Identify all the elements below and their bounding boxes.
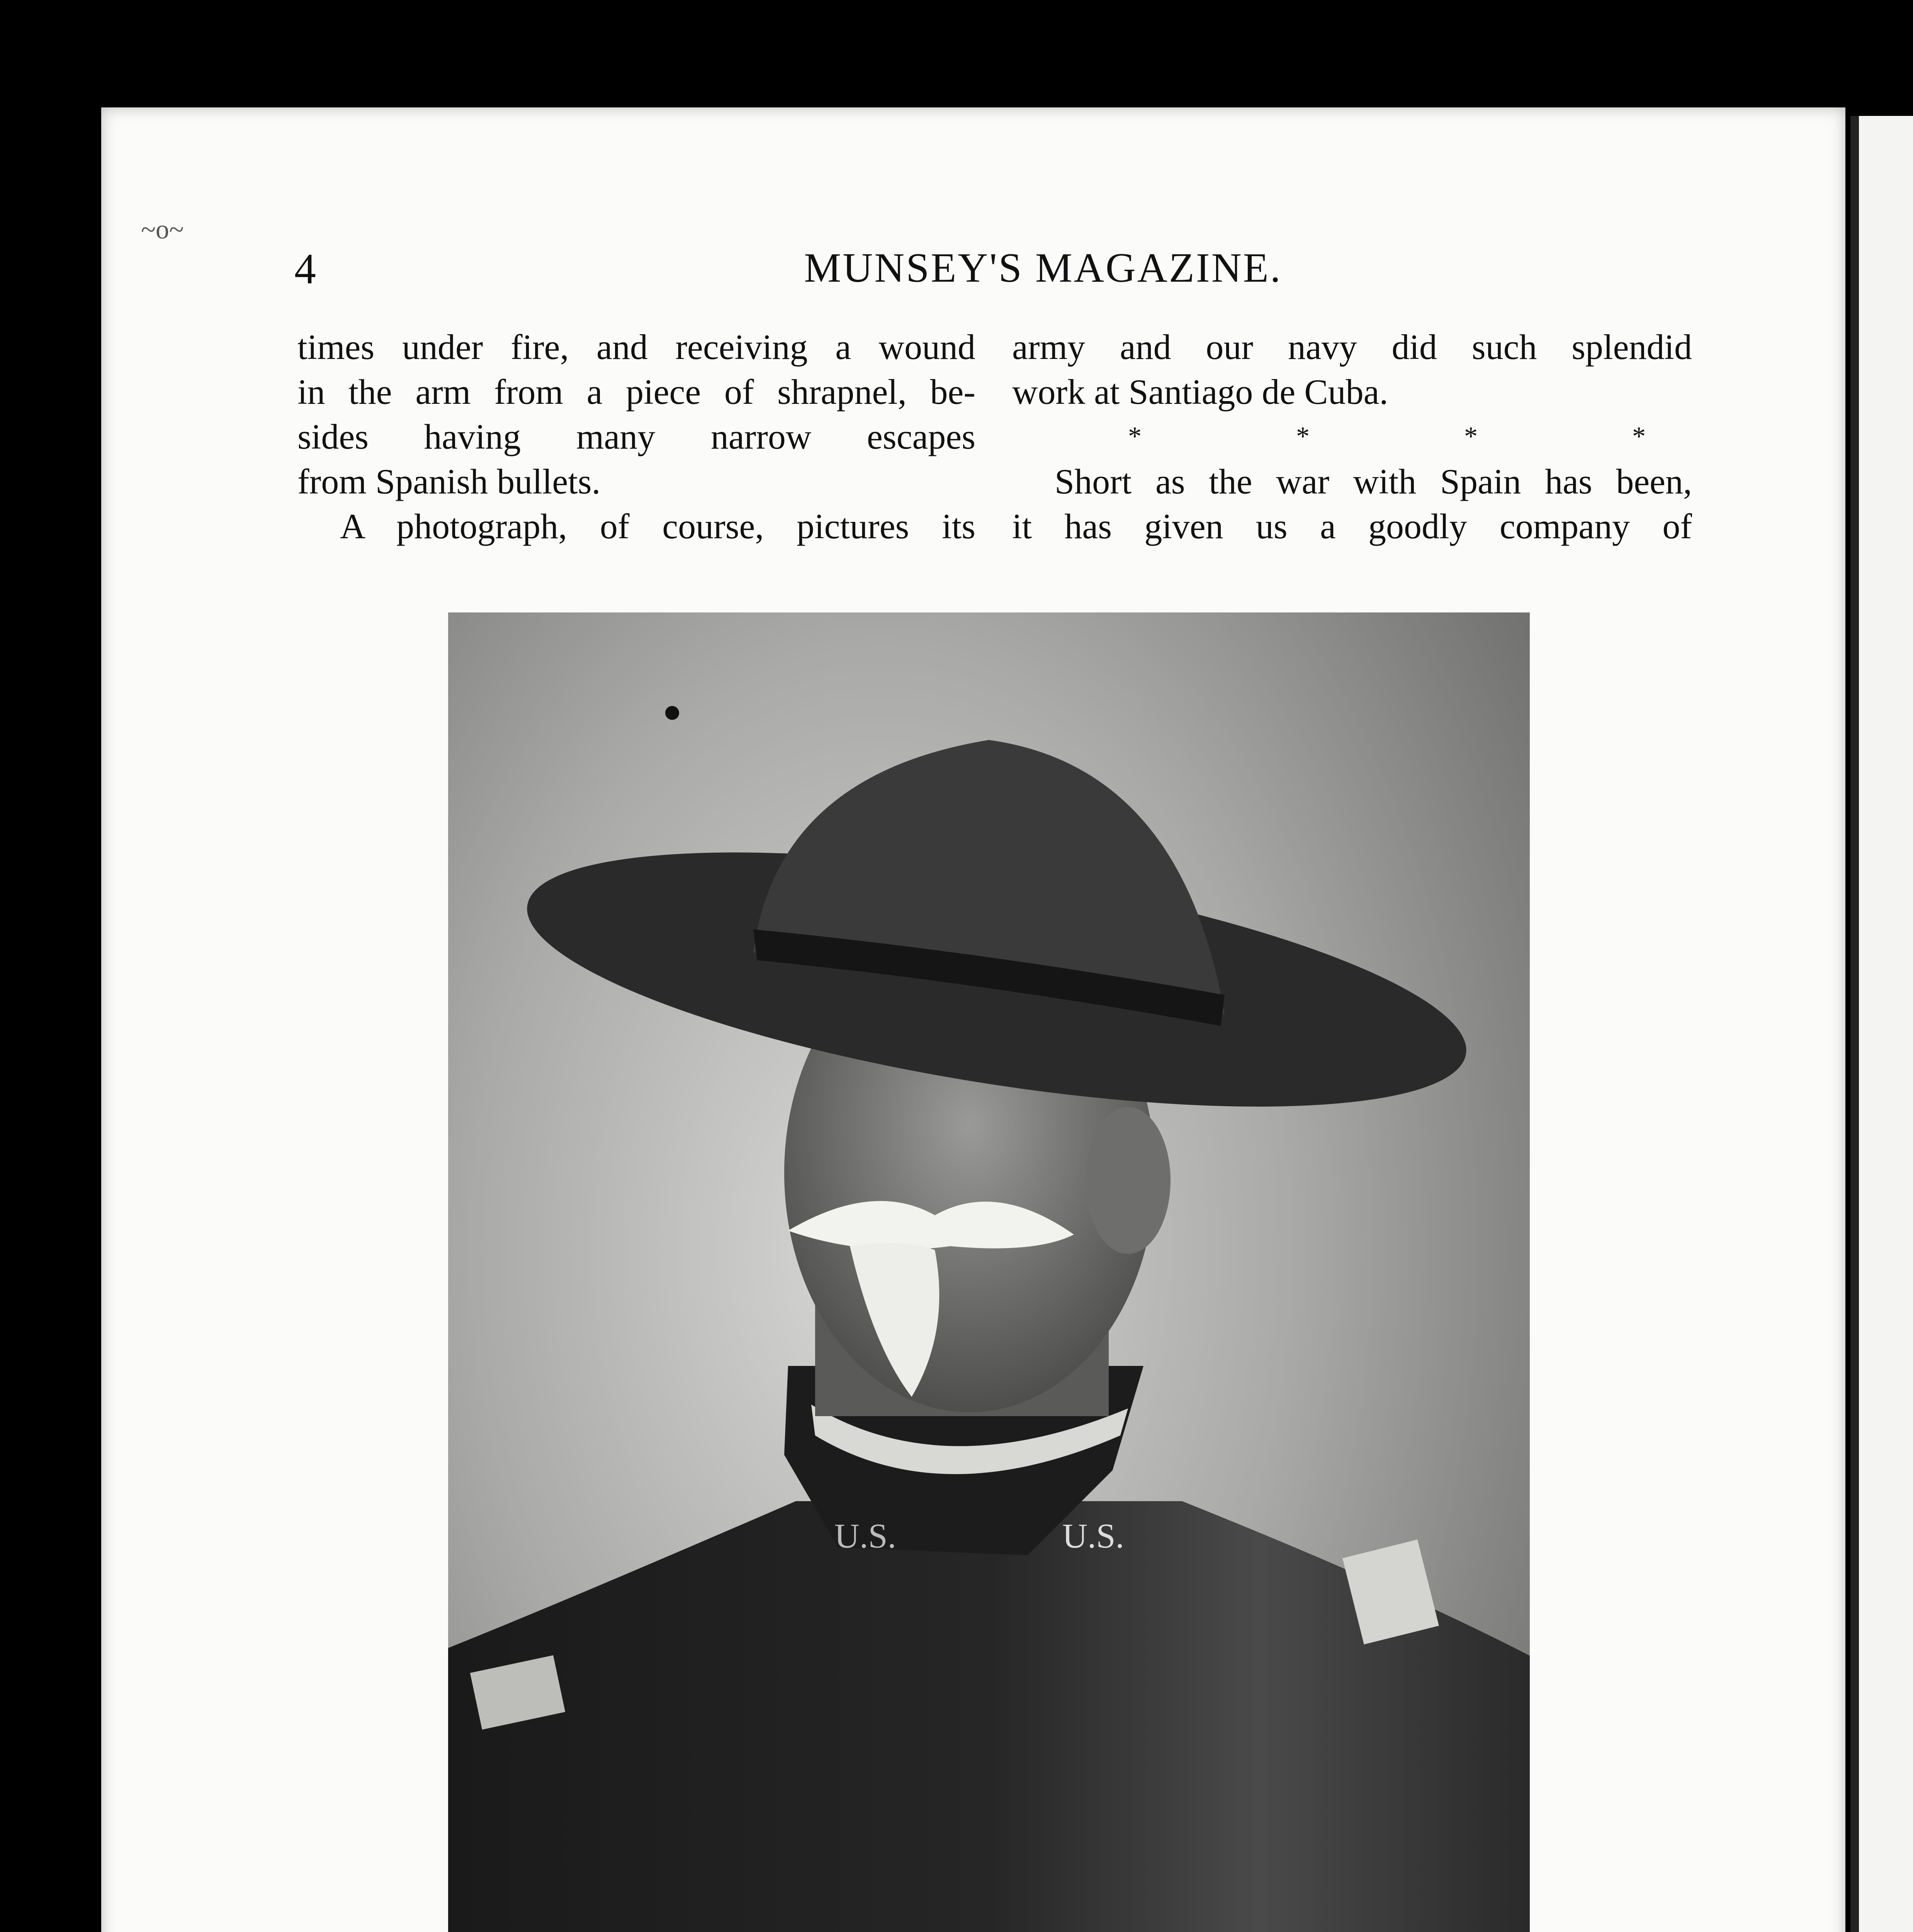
column-top-right [1012, 325, 1692, 549]
text-line: work at Santiago de Cuba. [1012, 372, 1388, 412]
column-top-left [297, 325, 975, 549]
pencil-mark: ~o~ [141, 215, 184, 245]
star-glyph: * [1128, 422, 1142, 451]
text-line: Short as the war with Spain has been, [1055, 462, 1692, 501]
section-break-stars [1012, 414, 1692, 459]
text-line: army and our navy did such splendid [1012, 327, 1692, 367]
collar-insignia-left: U.S. [834, 1517, 897, 1555]
text-line: it has given us a goodly company of [1012, 507, 1692, 546]
text-line: from Spanish bullets. [297, 462, 601, 501]
star-glyph: * [1296, 422, 1310, 451]
ear [1086, 1107, 1171, 1254]
star-glyph: * [1632, 422, 1646, 451]
star-glyph: * [1464, 422, 1478, 451]
collar-insignia-right: U.S. [1062, 1517, 1125, 1555]
facing-page-edge [1850, 116, 1913, 1932]
text-line: sides having many narrow escapes [297, 417, 975, 456]
portrait-illustration [448, 612, 1530, 1932]
portrait-photograph [448, 612, 1530, 1932]
text-line: A photograph, of course, pictures its [340, 507, 975, 546]
text-line: times under fire, and receiving a wound [297, 327, 975, 367]
text-line: in the arm from a piece of shrapnel, be- [297, 372, 975, 412]
page-number: 4 [294, 245, 316, 293]
running-head: MUNSEY'S MAGAZINE. [804, 245, 1282, 291]
